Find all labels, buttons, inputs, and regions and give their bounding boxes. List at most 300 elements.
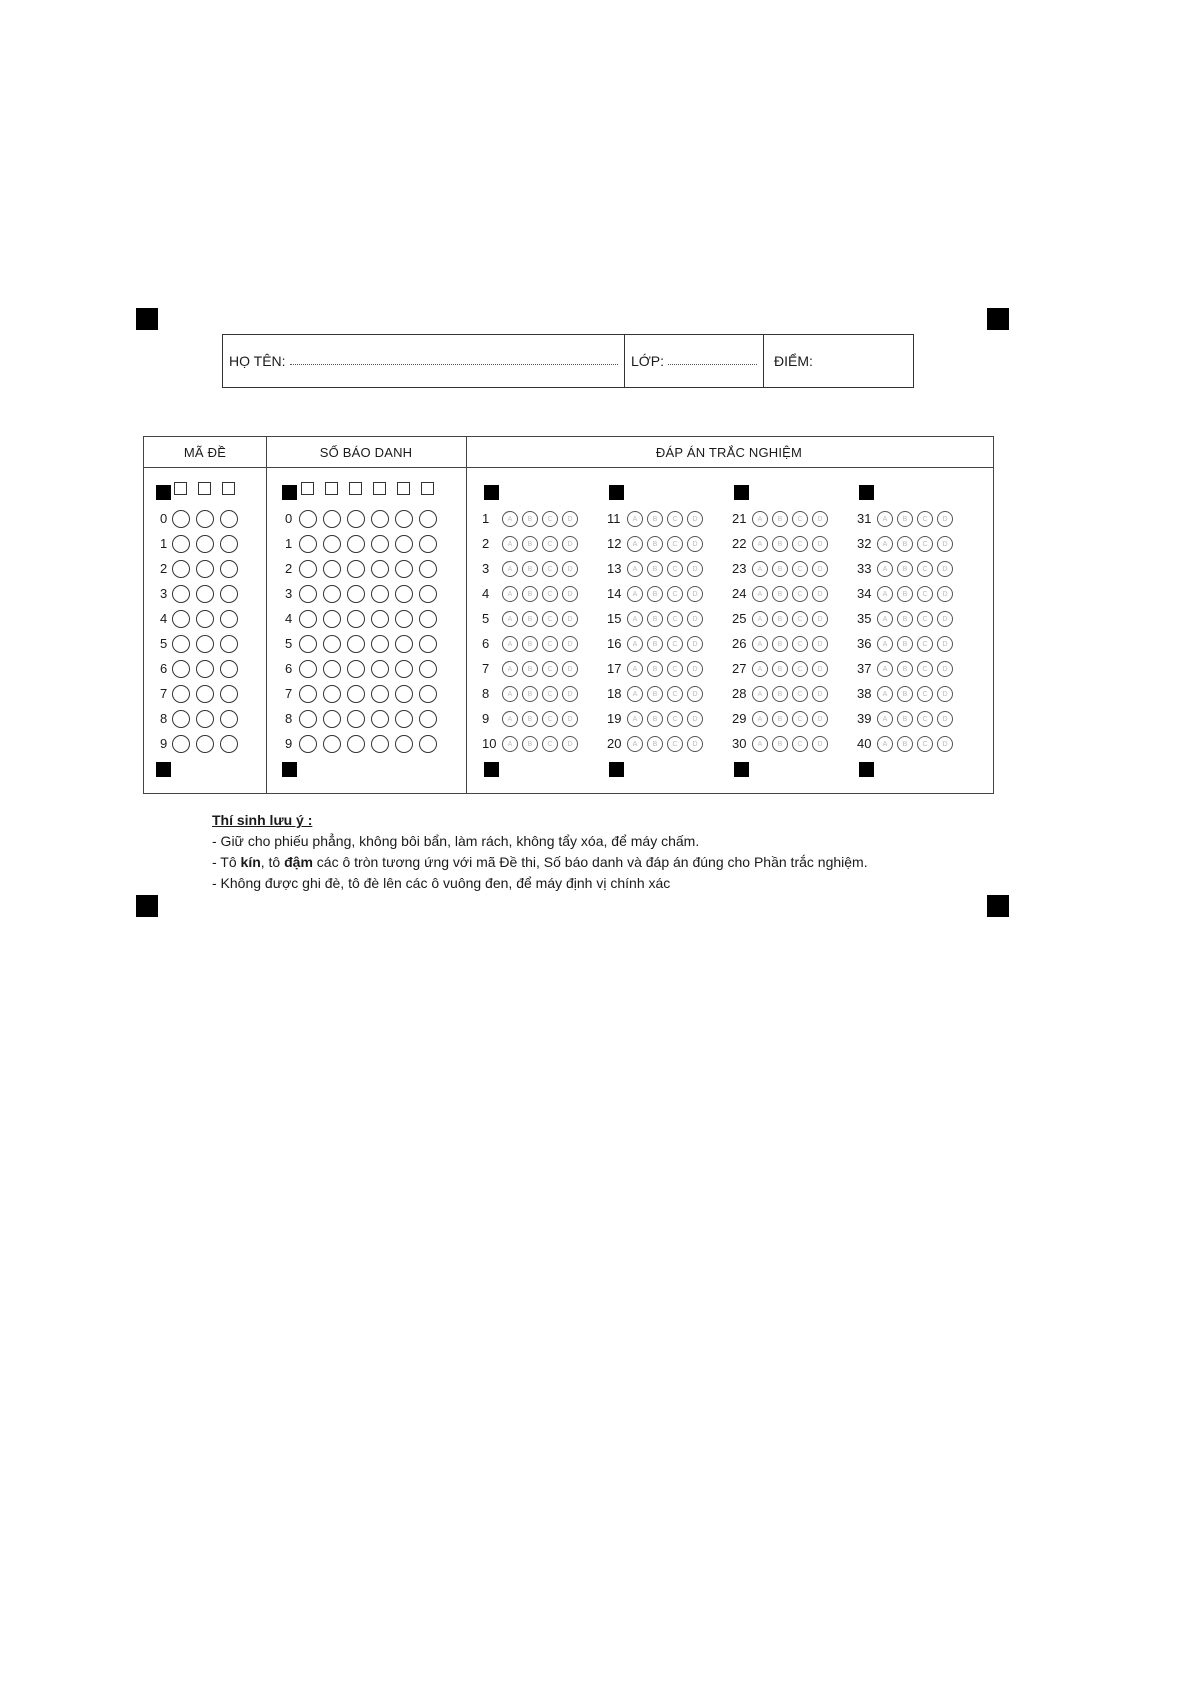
answer-bubble[interactable]: C: [667, 636, 683, 652]
exam-code-bubble[interactable]: [220, 660, 238, 678]
answer-bubble[interactable]: B: [647, 711, 663, 727]
candidate-id-bubble[interactable]: [419, 735, 437, 753]
candidate-id-bubble[interactable]: [299, 685, 317, 703]
answer-bubble[interactable]: D: [562, 586, 578, 602]
answer-bubble[interactable]: A: [502, 536, 518, 552]
answer-bubble[interactable]: D: [812, 636, 828, 652]
answer-bubble[interactable]: A: [877, 536, 893, 552]
column-divider: [266, 437, 267, 793]
answer-bubble[interactable]: D: [562, 661, 578, 677]
candidate-id-write-box[interactable]: [325, 482, 338, 495]
answer-bubble[interactable]: B: [897, 711, 913, 727]
answer-bubble[interactable]: C: [542, 636, 558, 652]
answer-bubble[interactable]: B: [522, 736, 538, 752]
answer-bubble[interactable]: D: [812, 711, 828, 727]
candidate-id-bubble[interactable]: [299, 610, 317, 628]
exam-code-write-box[interactable]: [174, 482, 187, 495]
question-number-label: 31: [857, 511, 872, 526]
candidate-id-bubble[interactable]: [395, 685, 413, 703]
exam-code-bubble[interactable]: [172, 510, 190, 528]
answer-bubble[interactable]: B: [522, 686, 538, 702]
answer-bubble[interactable]: A: [877, 511, 893, 527]
answer-bubble[interactable]: B: [647, 536, 663, 552]
answer-bubble[interactable]: B: [522, 661, 538, 677]
answer-bubble[interactable]: D: [937, 636, 953, 652]
answer-bubble[interactable]: C: [917, 561, 933, 577]
answer-bubble[interactable]: B: [897, 586, 913, 602]
candidate-id-bubble[interactable]: [347, 660, 365, 678]
candidate-id-bubble[interactable]: [347, 585, 365, 603]
answer-bubble[interactable]: C: [792, 536, 808, 552]
answer-bubble[interactable]: A: [877, 711, 893, 727]
answer-bubble[interactable]: A: [627, 561, 643, 577]
timing-mark: [609, 485, 624, 500]
answer-bubble[interactable]: B: [772, 636, 788, 652]
answer-bubble[interactable]: B: [897, 661, 913, 677]
answer-bubble[interactable]: C: [542, 711, 558, 727]
answer-bubble[interactable]: A: [627, 711, 643, 727]
answer-bubble[interactable]: A: [877, 661, 893, 677]
note-line-2-mid: , tô: [260, 854, 285, 870]
answer-bubble[interactable]: A: [627, 511, 643, 527]
answer-bubble[interactable]: C: [667, 561, 683, 577]
answer-bubble[interactable]: D: [937, 536, 953, 552]
candidate-id-bubble[interactable]: [419, 585, 437, 603]
candidate-id-bubble[interactable]: [395, 660, 413, 678]
answer-bubble[interactable]: C: [542, 561, 558, 577]
name-label: HỌ TÊN:: [229, 353, 286, 369]
exam-code-bubble[interactable]: [196, 585, 214, 603]
answer-bubble[interactable]: C: [542, 661, 558, 677]
exam-code-bubble[interactable]: [196, 610, 214, 628]
candidate-id-bubble[interactable]: [371, 735, 389, 753]
candidate-id-bubble[interactable]: [299, 710, 317, 728]
exam-code-bubble[interactable]: [172, 535, 190, 553]
candidate-id-bubble[interactable]: [395, 735, 413, 753]
answer-bubble[interactable]: D: [687, 686, 703, 702]
answer-bubble[interactable]: A: [877, 736, 893, 752]
answer-bubble[interactable]: A: [877, 561, 893, 577]
answer-bubble[interactable]: A: [502, 661, 518, 677]
exam-code-bubble[interactable]: [196, 560, 214, 578]
answer-bubble[interactable]: A: [502, 711, 518, 727]
answer-bubble[interactable]: C: [667, 611, 683, 627]
candidate-id-bubble[interactable]: [323, 735, 341, 753]
candidate-id-bubble[interactable]: [371, 585, 389, 603]
answer-bubble[interactable]: B: [647, 661, 663, 677]
exam-code-bubble[interactable]: [172, 710, 190, 728]
answer-bubble[interactable]: C: [542, 511, 558, 527]
answer-bubble[interactable]: D: [687, 536, 703, 552]
answer-bubble[interactable]: B: [647, 636, 663, 652]
note-line-2-suffix: các ô tròn tương ứng với mã Đề thi, Số báo danh và đáp án đúng cho Phần trắc nghiệm.: [312, 854, 868, 870]
answer-bubble[interactable]: C: [792, 711, 808, 727]
answer-bubble[interactable]: A: [502, 586, 518, 602]
answer-bubble[interactable]: C: [667, 661, 683, 677]
answer-bubble[interactable]: C: [917, 511, 933, 527]
answer-bubble[interactable]: A: [627, 611, 643, 627]
exam-code-bubble[interactable]: [220, 560, 238, 578]
answer-bubble[interactable]: A: [752, 561, 768, 577]
answer-bubble[interactable]: D: [687, 736, 703, 752]
question-number-label: 11: [607, 511, 621, 526]
name-field[interactable]: [223, 335, 625, 387]
answer-bubble[interactable]: C: [542, 736, 558, 752]
candidate-id-bubble[interactable]: [299, 635, 317, 653]
answer-bubble[interactable]: D: [687, 711, 703, 727]
candidate-id-digit-label: 8: [285, 711, 293, 726]
answer-bubble[interactable]: A: [877, 636, 893, 652]
answer-bubble[interactable]: C: [917, 736, 933, 752]
exam-code-bubble[interactable]: [172, 585, 190, 603]
exam-code-bubble[interactable]: [196, 710, 214, 728]
answer-bubble[interactable]: B: [522, 611, 538, 627]
candidate-id-bubble[interactable]: [299, 510, 317, 528]
exam-code-bubble[interactable]: [196, 660, 214, 678]
candidate-id-bubble[interactable]: [323, 710, 341, 728]
answer-bubble[interactable]: B: [772, 561, 788, 577]
answer-bubble[interactable]: B: [772, 686, 788, 702]
answer-bubble[interactable]: A: [877, 611, 893, 627]
timing-mark: [282, 762, 297, 777]
note-line-1: - Giữ cho phiếu phẳng, không bôi bẩn, làm rách, không tẩy xóa, để máy chấm.: [212, 833, 700, 849]
exam-code-bubble[interactable]: [220, 535, 238, 553]
candidate-id-bubble[interactable]: [371, 610, 389, 628]
answer-bubble[interactable]: C: [792, 686, 808, 702]
answer-bubble[interactable]: B: [522, 561, 538, 577]
answer-bubble[interactable]: C: [792, 736, 808, 752]
exam-code-digit-label: 6: [160, 661, 168, 676]
answer-bubble[interactable]: B: [772, 711, 788, 727]
question-number-label: 38: [857, 686, 872, 701]
answer-bubble[interactable]: C: [667, 586, 683, 602]
exam-code-bubble[interactable]: [220, 685, 238, 703]
answer-bubble[interactable]: C: [917, 636, 933, 652]
class-field[interactable]: [625, 335, 764, 387]
answer-bubble[interactable]: D: [562, 686, 578, 702]
candidate-id-bubble[interactable]: [347, 685, 365, 703]
question-number-label: 9: [482, 711, 490, 726]
answer-bubble[interactable]: A: [752, 661, 768, 677]
candidate-id-bubble[interactable]: [419, 510, 437, 528]
candidate-id-write-box[interactable]: [397, 482, 410, 495]
answer-bubble[interactable]: C: [792, 586, 808, 602]
answer-bubble[interactable]: A: [502, 511, 518, 527]
candidate-id-bubble[interactable]: [323, 635, 341, 653]
answer-bubble[interactable]: B: [522, 636, 538, 652]
answer-bubble[interactable]: B: [897, 536, 913, 552]
exam-code-bubble[interactable]: [196, 635, 214, 653]
answer-bubble[interactable]: A: [627, 736, 643, 752]
answer-bubble[interactable]: D: [937, 686, 953, 702]
candidate-id-bubble[interactable]: [323, 510, 341, 528]
candidate-id-bubble[interactable]: [323, 685, 341, 703]
answer-bubble[interactable]: B: [897, 611, 913, 627]
answer-bubble[interactable]: B: [772, 511, 788, 527]
answer-bubble[interactable]: A: [627, 686, 643, 702]
candidate-id-bubble[interactable]: [371, 635, 389, 653]
answer-bubble[interactable]: B: [772, 536, 788, 552]
candidate-id-bubble[interactable]: [371, 710, 389, 728]
answer-bubble[interactable]: B: [522, 511, 538, 527]
candidate-id-write-box[interactable]: [349, 482, 362, 495]
candidate-id-bubble[interactable]: [323, 535, 341, 553]
answer-bubble[interactable]: A: [627, 661, 643, 677]
answer-bubble[interactable]: C: [792, 661, 808, 677]
question-number-label: 2: [482, 536, 490, 551]
answer-bubble[interactable]: B: [522, 536, 538, 552]
answer-bubble[interactable]: B: [647, 736, 663, 752]
answer-bubble[interactable]: C: [542, 686, 558, 702]
question-number-label: 29: [732, 711, 747, 726]
answer-bubble[interactable]: C: [542, 536, 558, 552]
answer-bubble[interactable]: D: [687, 661, 703, 677]
answer-bubble[interactable]: A: [752, 686, 768, 702]
timing-mark: [156, 485, 171, 500]
exam-code-bubble[interactable]: [220, 610, 238, 628]
answer-bubble[interactable]: A: [877, 686, 893, 702]
answer-bubble[interactable]: D: [937, 661, 953, 677]
exam-code-bubble[interactable]: [172, 660, 190, 678]
question-number-label: 28: [732, 686, 747, 701]
registration-mark-bottom-left: [136, 895, 158, 917]
candidate-id-bubble[interactable]: [419, 535, 437, 553]
answer-bubble[interactable]: D: [562, 611, 578, 627]
answer-bubble[interactable]: D: [812, 586, 828, 602]
answer-bubble[interactable]: B: [647, 561, 663, 577]
question-number-label: 13: [607, 561, 622, 576]
exam-code-write-box[interactable]: [222, 482, 235, 495]
answer-bubble[interactable]: B: [897, 686, 913, 702]
question-number-label: 34: [857, 586, 872, 601]
answer-bubble[interactable]: B: [772, 586, 788, 602]
answer-bubble[interactable]: C: [917, 711, 933, 727]
candidate-id-digit-label: 6: [285, 661, 293, 676]
answer-bubble[interactable]: D: [562, 711, 578, 727]
candidate-id-digit-label: 0: [285, 511, 293, 526]
answer-bubble[interactable]: C: [667, 711, 683, 727]
answer-bubble[interactable]: C: [917, 586, 933, 602]
answer-bubble[interactable]: A: [752, 536, 768, 552]
exam-code-bubble[interactable]: [220, 710, 238, 728]
candidate-id-bubble[interactable]: [299, 660, 317, 678]
exam-code-bubble[interactable]: [196, 535, 214, 553]
answer-bubble[interactable]: A: [627, 536, 643, 552]
answer-bubble[interactable]: C: [792, 611, 808, 627]
candidate-id-bubble[interactable]: [299, 735, 317, 753]
candidate-id-bubble[interactable]: [395, 585, 413, 603]
answer-bubble[interactable]: B: [647, 511, 663, 527]
answer-bubble[interactable]: C: [917, 686, 933, 702]
candidate-id-bubble[interactable]: [395, 635, 413, 653]
exam-code-bubble[interactable]: [220, 585, 238, 603]
answer-bubble[interactable]: D: [562, 636, 578, 652]
answer-bubble[interactable]: D: [937, 511, 953, 527]
candidate-id-bubble[interactable]: [395, 510, 413, 528]
timing-mark: [484, 762, 499, 777]
answer-bubble[interactable]: D: [812, 661, 828, 677]
candidate-id-digit-label: 3: [285, 586, 293, 601]
answer-bubble[interactable]: A: [752, 711, 768, 727]
answer-bubble[interactable]: D: [687, 561, 703, 577]
candidate-notes: [212, 810, 912, 894]
candidate-id-bubble[interactable]: [419, 560, 437, 578]
candidate-id-bubble[interactable]: [323, 560, 341, 578]
answer-bubble[interactable]: A: [502, 611, 518, 627]
candidate-id-bubble[interactable]: [395, 560, 413, 578]
note-line-3: - Không được ghi đè, tô đè lên các ô vuông đen, để máy định vị chính xác: [212, 875, 671, 891]
answer-bubble[interactable]: D: [562, 736, 578, 752]
candidate-id-bubble[interactable]: [419, 635, 437, 653]
answer-bubble[interactable]: A: [752, 586, 768, 602]
exam-code-digit-label: 8: [160, 711, 168, 726]
answer-bubble[interactable]: D: [812, 686, 828, 702]
answer-bubble[interactable]: D: [937, 586, 953, 602]
answer-bubble[interactable]: B: [772, 611, 788, 627]
answer-bubble[interactable]: C: [917, 661, 933, 677]
answer-bubble[interactable]: D: [812, 736, 828, 752]
answer-bubble[interactable]: A: [502, 561, 518, 577]
note-line-2-bold-2: đậm: [284, 854, 313, 870]
exam-code-digit-label: 7: [160, 686, 168, 701]
answer-bubble[interactable]: D: [812, 536, 828, 552]
exam-code-bubble[interactable]: [196, 685, 214, 703]
candidate-id-bubble[interactable]: [419, 660, 437, 678]
answer-bubble[interactable]: A: [752, 736, 768, 752]
answer-bubble[interactable]: B: [522, 586, 538, 602]
answer-bubble[interactable]: C: [542, 586, 558, 602]
answer-bubble[interactable]: C: [792, 636, 808, 652]
answer-bubble[interactable]: D: [812, 611, 828, 627]
answer-bubble[interactable]: C: [667, 536, 683, 552]
candidate-id-bubble[interactable]: [323, 660, 341, 678]
candidate-id-bubble[interactable]: [371, 660, 389, 678]
candidate-id-bubble[interactable]: [299, 560, 317, 578]
candidate-id-write-box[interactable]: [373, 482, 386, 495]
candidate-id-bubble[interactable]: [323, 585, 341, 603]
candidate-id-bubble[interactable]: [299, 585, 317, 603]
candidate-id-bubble[interactable]: [347, 560, 365, 578]
exam-code-bubble[interactable]: [220, 510, 238, 528]
candidate-id-bubble[interactable]: [395, 535, 413, 553]
exam-code-bubble[interactable]: [196, 735, 214, 753]
answer-bubble[interactable]: B: [897, 736, 913, 752]
answer-bubble[interactable]: D: [687, 636, 703, 652]
candidate-id-bubble[interactable]: [395, 710, 413, 728]
exam-code-bubble[interactable]: [220, 735, 238, 753]
answer-bubble[interactable]: B: [772, 661, 788, 677]
answer-bubble[interactable]: B: [772, 736, 788, 752]
question-number-label: 10: [482, 736, 497, 751]
candidate-id-bubble[interactable]: [371, 510, 389, 528]
candidate-id-bubble[interactable]: [371, 685, 389, 703]
question-number-label: 16: [607, 636, 622, 651]
candidate-id-bubble[interactable]: [419, 610, 437, 628]
answer-bubble[interactable]: B: [647, 586, 663, 602]
candidate-id-bubble[interactable]: [323, 610, 341, 628]
answer-bubble[interactable]: A: [752, 636, 768, 652]
candidate-id-digit-label: 7: [285, 686, 293, 701]
answer-bubble[interactable]: D: [937, 711, 953, 727]
answer-bubble[interactable]: C: [667, 736, 683, 752]
answer-bubble[interactable]: C: [542, 611, 558, 627]
candidate-id-bubble[interactable]: [347, 535, 365, 553]
answer-bubble[interactable]: C: [792, 511, 808, 527]
candidate-id-bubble[interactable]: [347, 735, 365, 753]
candidate-id-bubble[interactable]: [299, 535, 317, 553]
answer-bubble[interactable]: D: [562, 536, 578, 552]
answer-bubble[interactable]: D: [812, 511, 828, 527]
candidate-id-bubble[interactable]: [347, 610, 365, 628]
candidate-id-bubble[interactable]: [371, 560, 389, 578]
exam-code-write-box[interactable]: [198, 482, 211, 495]
answer-bubble[interactable]: C: [667, 511, 683, 527]
answer-bubble[interactable]: D: [812, 561, 828, 577]
question-number-label: 3: [482, 561, 490, 576]
answer-bubble[interactable]: A: [752, 611, 768, 627]
question-number-label: 33: [857, 561, 872, 576]
answer-bubble[interactable]: C: [667, 686, 683, 702]
answer-bubble[interactable]: D: [562, 511, 578, 527]
candidate-id-write-box[interactable]: [421, 482, 434, 495]
answer-bubble[interactable]: A: [627, 586, 643, 602]
answer-bubble[interactable]: B: [897, 636, 913, 652]
class-label: LỚP:: [631, 353, 665, 369]
answer-bubble[interactable]: C: [792, 561, 808, 577]
question-number-label: 26: [732, 636, 747, 651]
candidate-id-bubble[interactable]: [419, 710, 437, 728]
timing-mark: [734, 485, 749, 500]
answer-bubble[interactable]: A: [502, 736, 518, 752]
answer-bubble[interactable]: B: [647, 686, 663, 702]
answer-bubble[interactable]: C: [917, 611, 933, 627]
candidate-id-bubble[interactable]: [347, 635, 365, 653]
answer-bubble[interactable]: D: [687, 586, 703, 602]
candidate-id-bubble[interactable]: [347, 510, 365, 528]
answer-bubble[interactable]: A: [877, 586, 893, 602]
answer-bubble[interactable]: B: [897, 511, 913, 527]
question-number-label: 37: [857, 661, 872, 676]
answer-bubble[interactable]: A: [627, 636, 643, 652]
answer-bubble[interactable]: D: [562, 561, 578, 577]
exam-code-bubble[interactable]: [196, 510, 214, 528]
candidate-id-bubble[interactable]: [419, 685, 437, 703]
answer-bubble[interactable]: C: [917, 536, 933, 552]
answer-bubble[interactable]: D: [687, 611, 703, 627]
candidate-id-bubble[interactable]: [347, 710, 365, 728]
candidate-id-bubble[interactable]: [371, 535, 389, 553]
exam-code-bubble[interactable]: [172, 685, 190, 703]
exam-code-bubble[interactable]: [172, 560, 190, 578]
exam-code-bubble[interactable]: [172, 735, 190, 753]
answer-bubble[interactable]: B: [647, 611, 663, 627]
answer-bubble[interactable]: D: [937, 561, 953, 577]
answer-bubble[interactable]: B: [522, 711, 538, 727]
exam-code-bubble[interactable]: [172, 635, 190, 653]
answer-bubble[interactable]: A: [502, 636, 518, 652]
candidate-id-write-box[interactable]: [301, 482, 314, 495]
answer-bubble[interactable]: A: [502, 686, 518, 702]
exam-code-bubble[interactable]: [220, 635, 238, 653]
answer-bubble[interactable]: D: [687, 511, 703, 527]
candidate-id-bubble[interactable]: [395, 610, 413, 628]
exam-code-digit-label: 2: [160, 561, 168, 576]
answer-bubble[interactable]: D: [937, 611, 953, 627]
answer-bubble[interactable]: D: [937, 736, 953, 752]
answer-bubble[interactable]: A: [752, 511, 768, 527]
exam-code-bubble[interactable]: [172, 610, 190, 628]
answer-bubble[interactable]: B: [897, 561, 913, 577]
